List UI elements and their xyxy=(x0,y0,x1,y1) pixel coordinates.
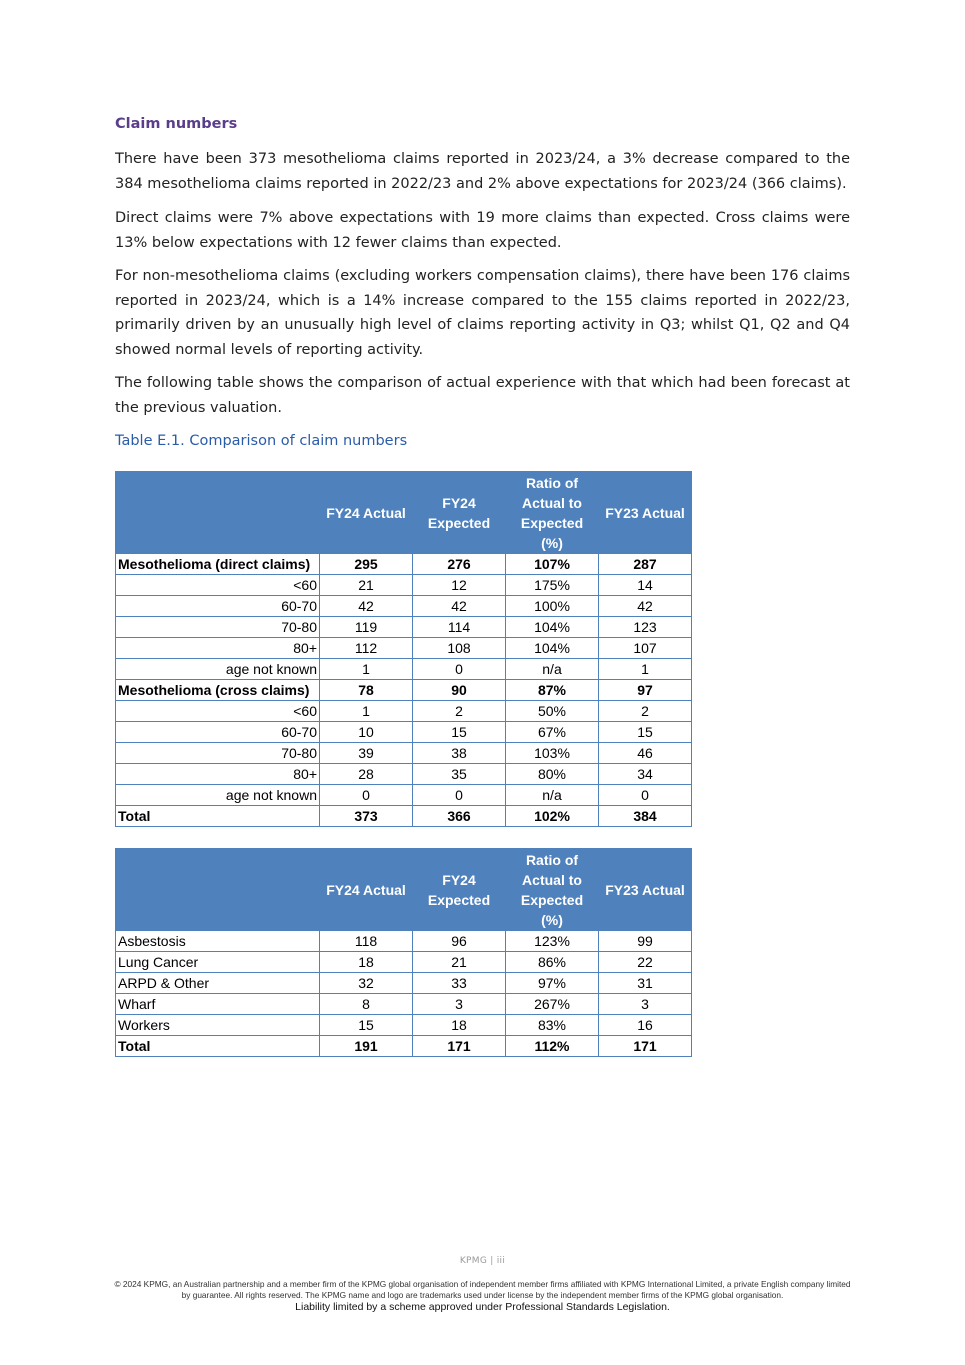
fy23-actual-cell: 34 xyxy=(599,764,692,785)
fy24-expected-cell: 3 xyxy=(413,994,506,1015)
fy23-actual-cell: 99 xyxy=(599,931,692,952)
header-label-blank xyxy=(116,472,320,554)
ratio-cell: n/a xyxy=(506,659,599,680)
table-row xyxy=(116,722,692,743)
ratio-cell: 100% xyxy=(506,596,599,617)
fy24-actual-cell: 119 xyxy=(320,617,413,638)
table-header-row xyxy=(116,849,692,931)
fy24-expected-cell: 42 xyxy=(413,596,506,617)
table-row xyxy=(116,994,692,1015)
table-row xyxy=(116,1015,692,1036)
ratio-cell: 104% xyxy=(506,638,599,659)
fy24-actual-cell: 118 xyxy=(320,931,413,952)
footer-copyright: © 2024 KPMG, an Australian partnership and a member firm of the KPMG global organisation of independent member firms affiliated with KPMG International Limited, a private English company limited by guarantee. All rights reserved. The KPMG name and logo are trademarks used under license by the independent member firms of the KPMG global organisation. xyxy=(114,1279,851,1300)
table-row xyxy=(116,701,692,722)
table-caption: Table E.1. Comparison of claim numbers xyxy=(115,433,408,449)
fy24-expected-cell: 114 xyxy=(413,617,506,638)
ratio-cell: 112% xyxy=(506,1036,599,1057)
table-row xyxy=(116,575,692,596)
ratio-cell: 175% xyxy=(506,575,599,596)
fy24-actual-cell: 191 xyxy=(320,1036,413,1057)
paragraph-direct-cross: Direct claims were 7% above expectations with 19 more claims than expected. Cross claims were 13% below expectations with 12 fewer claims than expected. xyxy=(115,210,850,251)
ratio-cell: 123% xyxy=(506,931,599,952)
header-ratio: Ratio of Actual to Expected (%) xyxy=(506,472,599,554)
non-mesothelioma-claims-table xyxy=(115,848,692,1057)
table-row xyxy=(116,554,692,575)
fy24-expected-cell: 90 xyxy=(413,680,506,701)
table-row xyxy=(116,806,692,827)
fy23-actual-cell: 46 xyxy=(599,743,692,764)
fy24-actual-cell: 1 xyxy=(320,701,413,722)
fy24-expected-cell: 21 xyxy=(413,952,506,973)
row-label: Mesothelioma (cross claims) xyxy=(116,680,320,701)
ratio-cell: 50% xyxy=(506,701,599,722)
fy24-actual-cell: 21 xyxy=(320,575,413,596)
row-label: 80+ xyxy=(116,764,320,785)
fy24-expected-cell: 15 xyxy=(413,722,506,743)
row-label: 80+ xyxy=(116,638,320,659)
fy23-actual-cell: 31 xyxy=(599,973,692,994)
mesothelioma-claims-table xyxy=(115,471,692,827)
fy24-actual-cell: 373 xyxy=(320,806,413,827)
fy23-actual-cell: 22 xyxy=(599,952,692,973)
row-label: Asbestosis xyxy=(116,931,320,952)
fy24-expected-cell: 0 xyxy=(413,659,506,680)
fy24-actual-cell: 0 xyxy=(320,785,413,806)
table-row xyxy=(116,973,692,994)
fy24-expected-cell: 171 xyxy=(413,1036,506,1057)
fy24-actual-cell: 39 xyxy=(320,743,413,764)
ratio-cell: 83% xyxy=(506,1015,599,1036)
paragraph-table-intro: The following table shows the comparison of actual experience with that which had been forecast at the previous valuation. xyxy=(115,375,850,416)
fy24-actual-cell: 1 xyxy=(320,659,413,680)
fy23-actual-cell: 287 xyxy=(599,554,692,575)
row-label: ARPD & Other xyxy=(116,973,320,994)
fy24-actual-cell: 32 xyxy=(320,973,413,994)
ratio-cell: 104% xyxy=(506,617,599,638)
ratio-cell: 67% xyxy=(506,722,599,743)
header-fy24-actual: FY24 Actual xyxy=(320,472,413,554)
fy24-actual-cell: 28 xyxy=(320,764,413,785)
fy23-actual-cell: 384 xyxy=(599,806,692,827)
row-label: 70-80 xyxy=(116,743,320,764)
ratio-cell: 97% xyxy=(506,973,599,994)
table-header-row xyxy=(116,472,692,554)
table-row xyxy=(116,680,692,701)
fy23-actual-cell: 2 xyxy=(599,701,692,722)
fy23-actual-cell: 107 xyxy=(599,638,692,659)
fy23-actual-cell: 16 xyxy=(599,1015,692,1036)
header-label-blank xyxy=(116,849,320,931)
ratio-cell: 267% xyxy=(506,994,599,1015)
table-row xyxy=(116,1036,692,1057)
fy24-actual-cell: 8 xyxy=(320,994,413,1015)
fy24-expected-cell: 96 xyxy=(413,931,506,952)
fy24-actual-cell: 42 xyxy=(320,596,413,617)
fy24-expected-cell: 12 xyxy=(413,575,506,596)
fy24-expected-cell: 38 xyxy=(413,743,506,764)
row-label: 70-80 xyxy=(116,617,320,638)
table-row xyxy=(116,764,692,785)
row-label: Wharf xyxy=(116,994,320,1015)
header-fy23-actual: FY23 Actual xyxy=(599,472,692,554)
fy24-expected-cell: 108 xyxy=(413,638,506,659)
fy23-actual-cell: 123 xyxy=(599,617,692,638)
table-row xyxy=(116,952,692,973)
fy24-expected-cell: 2 xyxy=(413,701,506,722)
table-row xyxy=(116,785,692,806)
fy24-actual-cell: 112 xyxy=(320,638,413,659)
header-fy24-expected: FY24 Expected xyxy=(413,472,506,554)
row-label: <60 xyxy=(116,575,320,596)
row-label: Lung Cancer xyxy=(116,952,320,973)
fy23-actual-cell: 15 xyxy=(599,722,692,743)
fy24-actual-cell: 10 xyxy=(320,722,413,743)
fy24-actual-cell: 18 xyxy=(320,952,413,973)
fy24-actual-cell: 78 xyxy=(320,680,413,701)
footer-liability: Liability limited by a scheme approved under Professional Standards Legislation. xyxy=(295,1301,670,1313)
fy23-actual-cell: 171 xyxy=(599,1036,692,1057)
header-ratio: Ratio of Actual to Expected (%) xyxy=(506,849,599,931)
fy23-actual-cell: 42 xyxy=(599,596,692,617)
header-fy24-actual: FY24 Actual xyxy=(320,849,413,931)
row-label: Total xyxy=(116,1036,320,1057)
row-label: age not known xyxy=(116,785,320,806)
table-row xyxy=(116,659,692,680)
table-row xyxy=(116,931,692,952)
ratio-cell: 86% xyxy=(506,952,599,973)
table-row xyxy=(116,743,692,764)
fy24-actual-cell: 15 xyxy=(320,1015,413,1036)
row-label: Workers xyxy=(116,1015,320,1036)
paragraph-non-mesothelioma: For non-mesothelioma claims (excluding workers compensation claims), there have been 176 claims reported in 2023/24, which is a 14% increase compared to the 155 claims reported in 2022/23, primarily driven by an unusually high level of claims reporting activity in Q3; whilst Q1, Q2 and Q4 showed normal levels of reporting activity. xyxy=(115,268,850,358)
ratio-cell: 102% xyxy=(506,806,599,827)
fy23-actual-cell: 97 xyxy=(599,680,692,701)
table-row xyxy=(116,596,692,617)
row-label: 60-70 xyxy=(116,722,320,743)
fy24-expected-cell: 0 xyxy=(413,785,506,806)
section-heading: Claim numbers xyxy=(115,116,238,132)
header-fy23-actual: FY23 Actual xyxy=(599,849,692,931)
row-label: age not known xyxy=(116,659,320,680)
table-row xyxy=(116,638,692,659)
ratio-cell: 87% xyxy=(506,680,599,701)
row-label: <60 xyxy=(116,701,320,722)
fy24-expected-cell: 366 xyxy=(413,806,506,827)
row-label: Total xyxy=(116,806,320,827)
fy23-actual-cell: 3 xyxy=(599,994,692,1015)
fy23-actual-cell: 1 xyxy=(599,659,692,680)
row-label: 60-70 xyxy=(116,596,320,617)
header-fy24-expected: FY24 Expected xyxy=(413,849,506,931)
row-label: Mesothelioma (direct claims) xyxy=(116,554,320,575)
fy24-actual-cell: 295 xyxy=(320,554,413,575)
fy24-expected-cell: 18 xyxy=(413,1015,506,1036)
fy24-expected-cell: 35 xyxy=(413,764,506,785)
table-row xyxy=(116,617,692,638)
paragraph-mesothelioma-summary: There have been 373 mesothelioma claims reported in 2023/24, a 3% decrease compared to the 384 mesothelioma claims reported in 2022/23 and 2% above expectations for 2023/24 (366 claims). xyxy=(115,151,850,192)
fy23-actual-cell: 14 xyxy=(599,575,692,596)
fy24-expected-cell: 276 xyxy=(413,554,506,575)
fy23-actual-cell: 0 xyxy=(599,785,692,806)
ratio-cell: 107% xyxy=(506,554,599,575)
fy24-expected-cell: 33 xyxy=(413,973,506,994)
footer-page-marker: KPMG | iii xyxy=(459,1256,506,1266)
ratio-cell: n/a xyxy=(506,785,599,806)
ratio-cell: 103% xyxy=(506,743,599,764)
ratio-cell: 80% xyxy=(506,764,599,785)
